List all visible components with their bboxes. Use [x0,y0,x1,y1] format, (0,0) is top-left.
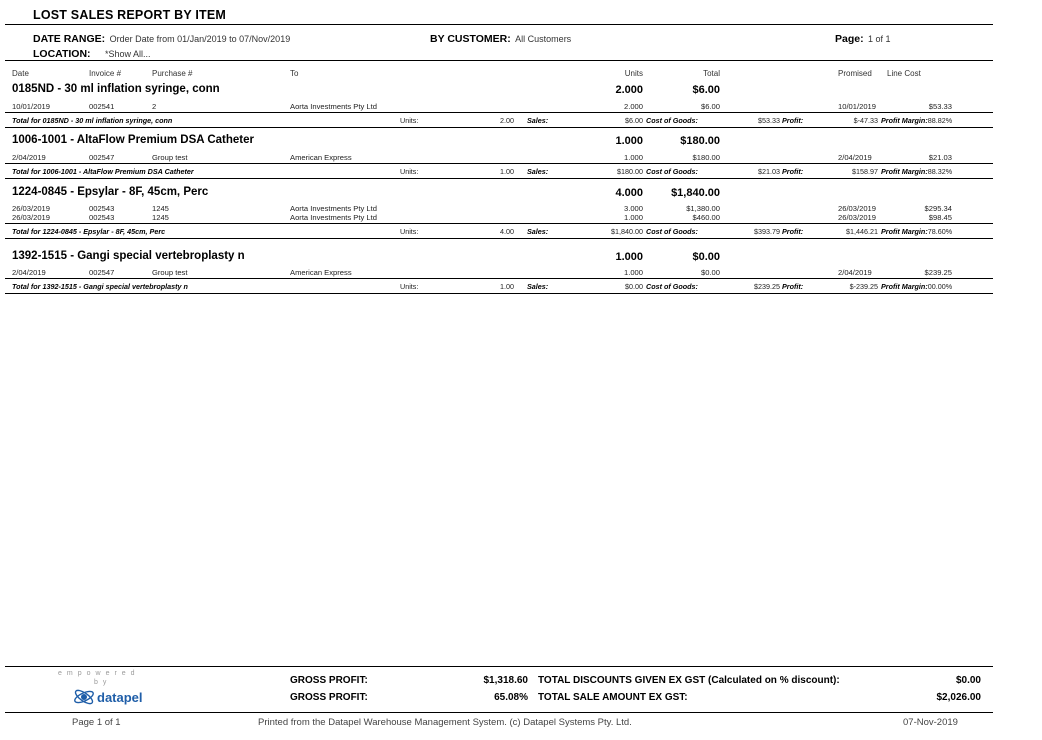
summary-margin-value: 78.60% [927,227,953,236]
col-purchase: Purchase # [152,69,193,78]
row-line-cost: $21.03 [928,153,952,162]
date-range-label: DATE RANGE: [33,33,106,45]
summary-sales: $180.00 [617,167,643,176]
summary-rule [5,293,993,294]
by-customer [430,29,571,47]
footer-print-date: 07-Nov-2019 [903,717,958,728]
group-units: 1.000 [615,135,643,147]
summary-units-label: Units: [400,167,419,176]
logo-tagline: empowered [58,670,140,677]
group-total: $180.00 [680,135,720,147]
row-line-cost: $53.33 [928,102,952,111]
row-total: $180.00 [692,153,720,162]
gross-profit-value: $1,318.60 [483,675,528,686]
row-units: 2.000 [623,102,643,111]
summary-margin-label: Profit Margin: [881,167,928,176]
summary-cost-label: Cost of Goods: [646,167,698,176]
row-total: $0.00 [700,268,720,277]
logo-tagline-by: by [94,679,112,686]
row-promised: 26/03/2019 [838,204,877,213]
summary-rule [5,178,993,179]
col-units: Units [624,69,643,78]
col-date: Date [12,69,29,78]
summary-margin [881,282,952,291]
row-units: 1.000 [623,213,643,222]
summary-units: 1.00 [500,167,514,176]
summary-cost-label: Cost of Goods: [646,116,698,125]
report-title: LOST SALES REPORT BY ITEM [33,8,226,22]
summary-units: 2.00 [500,116,514,125]
footer-page-text: Page 1 of 1 [72,717,121,728]
row-units: 1.000 [623,153,643,162]
summary-margin-value: 88.82% [927,116,953,125]
summary-units-label: Units: [400,282,419,291]
col-line-cost: Line Cost [887,69,921,78]
discounts-label: TOTAL DISCOUNTS GIVEN EX GST (Calculated on % discount): [538,675,840,686]
summary-units: 1.00 [500,282,514,291]
col-to: To [290,69,299,78]
row-total: $1,380.00 [686,204,720,213]
summary-rule [5,112,993,113]
summary-sales-label: Sales: [527,116,549,125]
row-promised: 10/01/2019 [838,102,877,111]
page-info [835,29,891,47]
discounts-value: $0.00 [955,675,981,686]
gross-profit-percent-value: 65.08% [494,692,528,703]
summary-profit-label: Profit: [782,116,804,125]
summary-sales-label: Sales: [527,227,549,236]
row-to: Aorta Investments Pty Ltd [290,204,377,213]
group-units: 1.000 [615,251,643,263]
summary-cost: $21.03 [758,167,780,176]
summary-rule [5,223,993,224]
summary-sales: $6.00 [625,116,643,125]
summary-sales: $1,840.00 [611,227,643,236]
summary-margin-value: 00.00% [927,282,953,291]
footer-printed-text: Printed from the Datapel Warehouse Management System. (c) Datapel Systems Pty. Ltd. [258,717,632,728]
group-title: 1006-1001 - AltaFlow Premium DSA Catheter [12,134,255,146]
group-title: 1224-0845 - Epsylar - 8F, 45cm, Perc [12,186,209,198]
gross-profit-label: GROSS PROFIT: [290,675,368,686]
summary-profit: $-239.25 [849,282,878,291]
summary-margin [881,116,952,125]
row-invoice: 002541 [89,102,115,111]
footer-rule [5,666,993,667]
sale-amount-value: $2,026.00 [936,692,981,703]
row-purchase: Group test [152,153,188,162]
summary-cost: $239.25 [754,282,780,291]
group-units: 2.000 [615,84,643,96]
summary-margin [881,167,952,176]
summary-units-label: Units: [400,227,419,236]
row-to: Aorta Investments Pty Ltd [290,102,377,111]
summary-margin [881,227,952,236]
row-purchase: 2 [152,102,157,111]
summary-label: Total for 1006-1001 - AltaFlow Premium DSA Catheter [12,167,194,176]
row-line-cost: $98.45 [928,213,952,222]
sale-amount-label: TOTAL SALE AMOUNT EX GST: [538,692,688,703]
col-total: Total [703,69,720,78]
subheader-rule [5,60,993,61]
row-purchase: Group test [152,268,188,277]
row-purchase: 1245 [152,204,169,213]
datapel-brand: datapel [97,690,143,705]
date-range-value: Order Date from 01/Jan/2019 to 07/Nov/2019 [109,34,291,44]
summary-units-label: Units: [400,116,419,125]
row-date: 10/01/2019 [12,102,51,111]
group-title: 1392-1515 - Gangi special vertebroplasty n [12,250,245,262]
summary-label: Total for 0185ND - 30 ml inflation syringe, conn [12,116,173,125]
summary-label: Total for 1224-0845 - Epsylar - 8F, 45cm, Perc [12,227,166,236]
row-date: 26/03/2019 [12,204,51,213]
row-date: 2/04/2019 [12,268,46,277]
row-line-cost: $295.34 [924,204,952,213]
row-promised: 2/04/2019 [838,153,872,162]
summary-margin-label: Profit Margin: [881,116,928,125]
row-invoice: 002543 [89,204,115,213]
summary-rule [5,238,993,239]
row-units: 3.000 [623,204,643,213]
header-rule [5,24,993,25]
row-purchase: 1245 [152,213,169,222]
summary-margin-label: Profit Margin: [881,282,928,291]
datapel-logo [72,686,96,713]
row-invoice: 002547 [89,153,115,162]
summary-sales-label: Sales: [527,167,549,176]
row-to: American Express [290,268,352,277]
summary-rule [5,278,993,279]
row-to: Aorta Investments Pty Ltd [290,213,377,222]
row-promised: 2/04/2019 [838,268,872,277]
location-label: LOCATION: [33,48,91,60]
summary-profit-label: Profit: [782,167,804,176]
by-customer-value: All Customers [515,34,572,44]
page-value: 1 of 1 [868,34,891,44]
footer-bottom-rule [5,712,993,713]
summary-cost: $53.33 [758,116,780,125]
by-customer-label: BY CUSTOMER: [430,33,511,45]
summary-sales: $0.00 [625,282,643,291]
summary-cost: $393.79 [754,227,780,236]
summary-rule [5,163,993,164]
row-total: $460.00 [692,213,720,222]
summary-margin-label: Profit Margin: [881,227,928,236]
group-total: $0.00 [692,251,720,263]
summary-cost-label: Cost of Goods: [646,282,698,291]
summary-units: 4.00 [500,227,514,236]
summary-profit-label: Profit: [782,282,804,291]
row-line-cost: $239.25 [924,268,952,277]
group-total: $6.00 [692,84,720,96]
row-invoice: 002543 [89,213,115,222]
datapel-logo-icon [72,686,96,708]
summary-profit-label: Profit: [782,227,804,236]
page-label: Page: [835,33,864,45]
location-value: *Show All... [105,49,151,59]
summary-label: Total for 1392-1515 - Gangi special vertebroplasty n [12,282,188,291]
row-total: $6.00 [700,102,720,111]
row-to: American Express [290,153,352,162]
row-promised: 26/03/2019 [838,213,877,222]
group-total: $1,840.00 [671,187,720,199]
row-invoice: 002547 [89,268,115,277]
summary-cost-label: Cost of Goods: [646,227,698,236]
summary-profit: $1,446.21 [846,227,878,236]
row-date: 26/03/2019 [12,213,51,222]
summary-margin-value: 88.32% [927,167,953,176]
col-invoice: Invoice # [89,69,122,78]
row-units: 1.000 [623,268,643,277]
summary-sales-label: Sales: [527,282,549,291]
group-units: 4.000 [615,187,643,199]
row-date: 2/04/2019 [12,153,46,162]
summary-rule [5,127,993,128]
col-promised: Promised [838,69,872,78]
summary-profit: $-47.33 [853,116,878,125]
group-title: 0185ND - 30 ml inflation syringe, conn [12,83,220,95]
summary-profit: $158.97 [852,167,878,176]
gross-profit-percent-label: GROSS PROFIT: [290,692,368,703]
